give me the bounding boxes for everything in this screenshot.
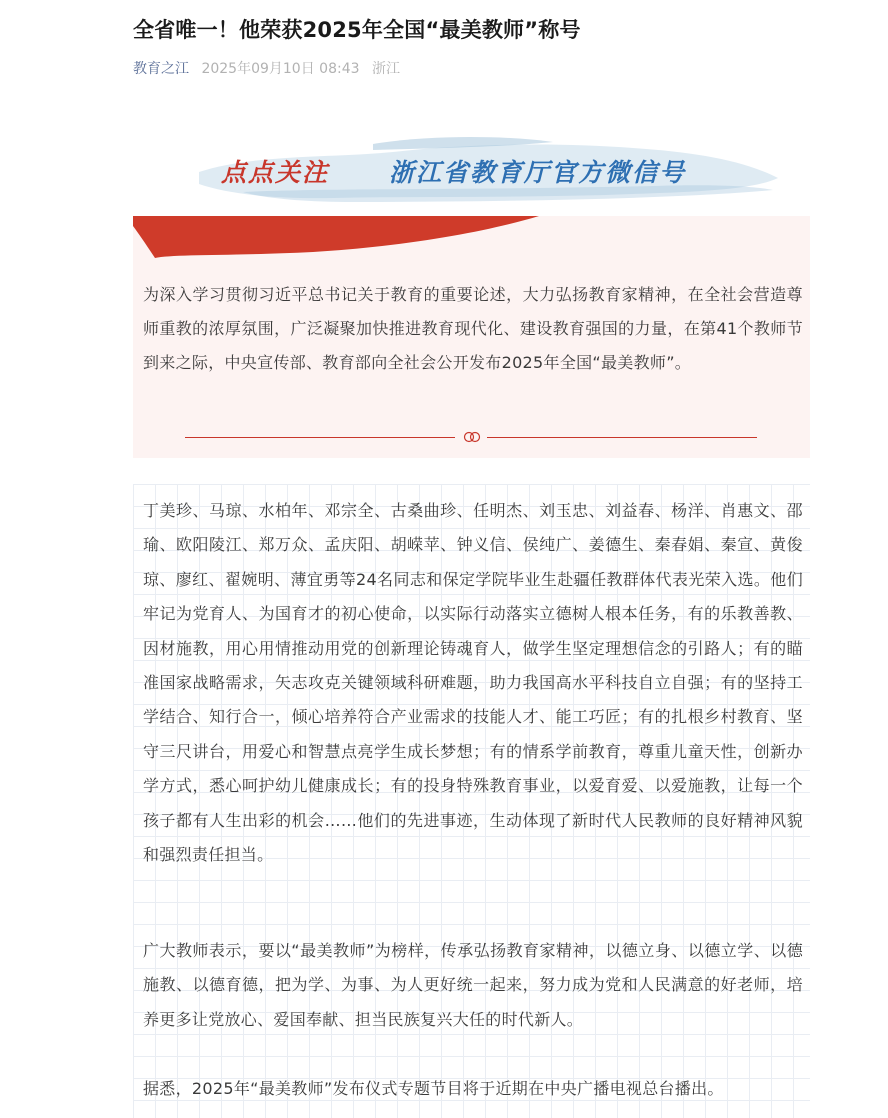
red-wave-decoration-icon (133, 216, 810, 266)
intro-divider (185, 430, 757, 446)
body-paragraph-3: 据悉，2025年“最美教师”发布仪式专题节目将于近期在中央广播电视总台播出。 (143, 1079, 724, 1098)
follow-banner (133, 132, 810, 218)
publish-datetime: 2025年09月10日 08:43 (201, 61, 360, 77)
double-ring-icon (463, 430, 481, 444)
intro-box (133, 216, 810, 458)
article-body (133, 484, 810, 1118)
article-meta (133, 58, 400, 80)
article-title: 全省唯一！他荣获2025年全国“最美教师”称号 (133, 18, 581, 42)
body-paragraph-2: 广大教师表示，要以“最美教师”为榜样，传承弘扬教育家精神，以德立身、以德立学、以德施教、以德育德，把为学、为事、为人更好统一起来，努力成为党和人民满意的好老师，培养更多让党放心、爱国奉献、担当民族复兴大任的时代新人。 (143, 941, 803, 1029)
banner-account-text: 浙江省教育厅官方微信号 (389, 158, 687, 187)
account-name-link[interactable]: 教育之江 (133, 61, 189, 77)
banner-follow-text: 点点关注 (221, 158, 330, 187)
intro-paragraph: 为深入学习贯彻习近平总书记关于教育的重要论述，大力弘扬教育家精神，在全社会营造尊师重教的浓厚氛围，广泛凝聚加快推进教育现代化、建设教育强国的力量，在第41个教师节到来之际，中央宣传部、教育部向全社会公开发布2025年全国“最美教师”。 (143, 285, 803, 372)
divider-line-left (185, 437, 455, 438)
body-paragraph-1: 丁美珍、马琼、水柏年、邓宗全、古桑曲珍、任明杰、刘玉忠、刘益春、杨洋、肖惠文、邵瑜、欧阳陵江、郑万众、孟庆阳、胡嵘苹、钟义信、侯纯广、姜德生、秦春娟、秦宣、黄俊琼、廖红、翟婉明、薄宜勇等24名同志和保定学院毕业生赴疆任教群体代表光荣入选。他们牢记为党育人、为国育才的初心使命，以实际行动落实立德树人根本任务，有的乐教善教、因材施教，用心用情推动用党的创新理论铸魂育人，做学生坚定理想信念的引路人；有的瞄准国家战略需求，矢志攻克关键领域科研难题，助力我国高水平科技自立自强；有的坚持工学结合、知行合一，倾心培养符合产业需求的技能人才、能工巧匠；有的扎根乡村教育、坚守三尺讲台，用爱心和智慧点亮学生成长梦想；有的情系学前教育，尊重儿童天性，创新办学方式，悉心呵护幼儿健康成长；有的投身特殊教育事业，以爱育爱、以爱施教，让每一个孩子都有人生出彩的机会……他们的先进事迹，生动体现了新时代人民教师的良好精神风貌和强烈责任担当。 (143, 501, 803, 865)
divider-line-right (487, 437, 757, 438)
publish-location: 浙江 (371, 61, 400, 77)
